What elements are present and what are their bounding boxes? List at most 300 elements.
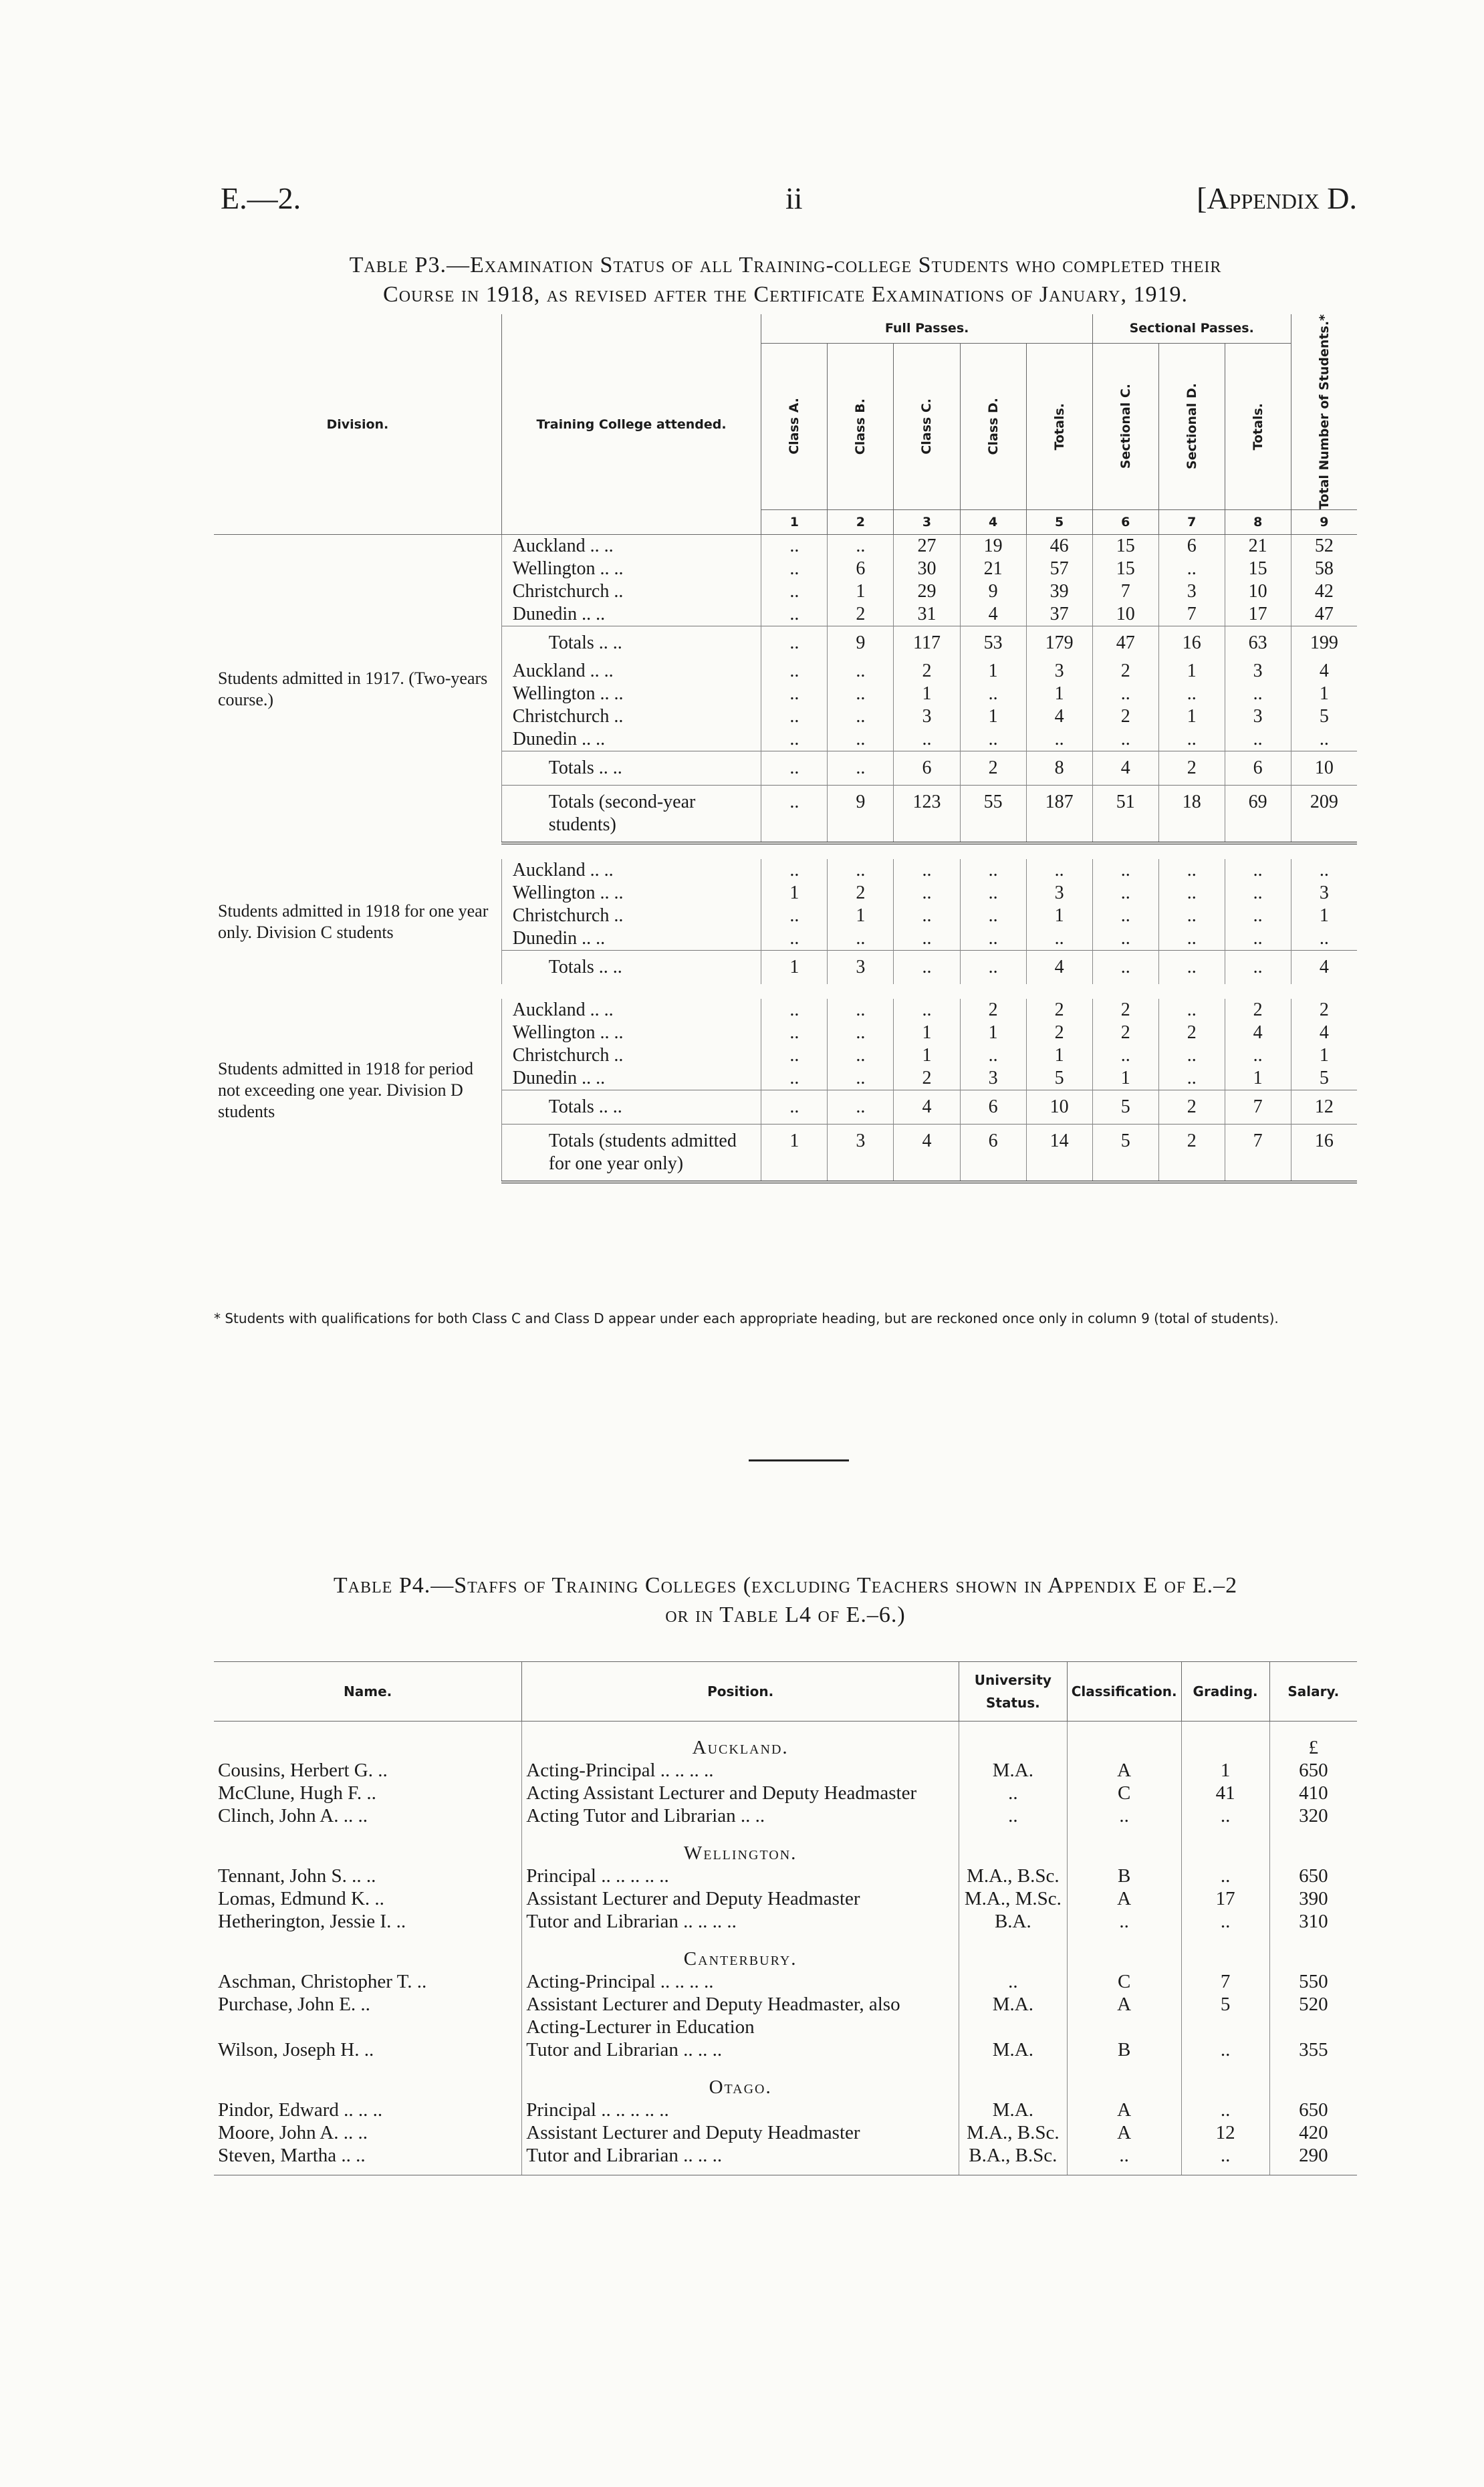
cell-value: .. — [1225, 859, 1291, 882]
class-b-header: Class B. — [828, 343, 894, 509]
classification: A — [1067, 1759, 1181, 1782]
table-p3-body — [214, 535, 1357, 1183]
staff-row — [214, 2144, 1357, 2175]
cell-value: 19 — [960, 535, 1026, 558]
cell-value: 7 — [1225, 1090, 1291, 1124]
cell-value: 4 — [894, 1124, 960, 1183]
cell-value: 1 — [894, 683, 960, 705]
cell-value: .. — [1158, 999, 1225, 1022]
college-heading-spacer — [214, 2061, 522, 2099]
cell-value: 1 — [828, 905, 894, 927]
staff-position: Assistant Lecturer and Deputy Headmaster, also Acting-Lecturer in Education — [522, 1993, 959, 2038]
staff-row — [214, 2099, 1357, 2121]
cell-value: 37 — [1026, 603, 1092, 626]
class-d-header: Class D. — [960, 343, 1026, 509]
cell-value: 9 — [828, 786, 894, 844]
cell-value: 16 — [1291, 1124, 1357, 1183]
cell-value: .. — [761, 927, 828, 951]
salary: 420 — [1269, 2121, 1357, 2144]
position-header: Position. — [522, 1662, 959, 1722]
salary: 520 — [1269, 1993, 1357, 2038]
grading: .. — [1181, 2144, 1269, 2175]
cell-value: .. — [1092, 728, 1158, 751]
cell-value: 12 — [1291, 1090, 1357, 1124]
college-heading-spacer — [1067, 1722, 1181, 1760]
cell-value: .. — [1225, 927, 1291, 951]
staff-position: Assistant Lecturer and Deputy Headmaster — [522, 1887, 959, 1910]
cell-value: 3 — [894, 705, 960, 728]
college-heading: Wellington. — [522, 1827, 959, 1865]
salary: 650 — [1269, 1759, 1357, 1782]
cell-value: .. — [894, 859, 960, 882]
cell-value: 4 — [1026, 951, 1092, 985]
grading: .. — [1181, 1804, 1269, 1827]
cell-value: 47 — [1092, 626, 1158, 661]
college-heading-spacer — [959, 1933, 1068, 1970]
college-heading-row — [214, 1933, 1357, 1970]
cell-value: 58 — [1291, 558, 1357, 580]
staff-name: Tennant, John S. .. .. — [218, 1865, 376, 1887]
cell-value: 3 — [828, 951, 894, 985]
table-p3-title — [214, 251, 1357, 310]
classification: .. — [1067, 1804, 1181, 1827]
cell-value: .. — [1225, 882, 1291, 905]
cell-value: 57 — [1026, 558, 1092, 580]
cell-value: 10 — [1291, 751, 1357, 786]
header-left: E.—2. — [221, 181, 301, 215]
spacer-row — [214, 984, 1357, 999]
college-name: Auckland .. .. — [501, 999, 761, 1022]
cell-value: 1 — [960, 705, 1026, 728]
column-number: 6 — [1092, 510, 1158, 535]
staff-row — [214, 2121, 1357, 2144]
college-heading: Otago. — [522, 2061, 959, 2099]
full-passes-header: Full Passes. — [761, 314, 1092, 343]
cell-value: .. — [761, 535, 828, 558]
cell-value: .. — [960, 859, 1026, 882]
cell-value: .. — [761, 786, 828, 844]
university-status: M.A., B.Sc. — [959, 1865, 1068, 1887]
college-heading-spacer — [214, 1722, 522, 1760]
staff-name: Purchase, John E. .. — [218, 1994, 370, 2015]
cell-value: 4 — [1291, 660, 1357, 683]
cell-value: .. — [761, 859, 828, 882]
cell-value: .. — [828, 683, 894, 705]
cell-value: 123 — [894, 786, 960, 844]
cell-value: 4 — [1291, 951, 1357, 985]
classification: .. — [1067, 2144, 1181, 2175]
cell-value: 2 — [1092, 660, 1158, 683]
staff-row — [214, 1910, 1357, 1933]
staff-name: Lomas, Edmund K. .. — [218, 1888, 384, 1909]
staff-row — [214, 2038, 1357, 2061]
cell-value: 1 — [1026, 683, 1092, 705]
cell-value: 1 — [960, 660, 1026, 683]
college-name: Totals .. .. — [501, 751, 761, 786]
university-status: M.A., B.Sc. — [959, 2121, 1068, 2144]
staff-row — [214, 1782, 1357, 1804]
cell-value: .. — [828, 859, 894, 882]
cell-value: 6 — [1225, 751, 1291, 786]
cell-value: .. — [1158, 1044, 1225, 1067]
college-name: Auckland .. .. — [501, 859, 761, 882]
cell-value: 209 — [1291, 786, 1357, 844]
column-number: 8 — [1225, 510, 1291, 535]
cell-value: .. — [828, 660, 894, 683]
cell-value: .. — [828, 1090, 894, 1124]
class-c-header: Class C. — [894, 343, 960, 509]
cell-value: 15 — [1225, 558, 1291, 580]
cell-value: 7 — [1092, 580, 1158, 603]
cell-value: .. — [1158, 1067, 1225, 1090]
spacer-cell — [214, 984, 1357, 999]
cell-value: .. — [761, 558, 828, 580]
staff-name: Steven, Martha .. .. — [214, 2144, 522, 2175]
cell-value: 6 — [960, 1090, 1026, 1124]
cell-value: 14 — [1026, 1124, 1092, 1183]
table-p4-title-line1: Table P4.—Staffs of Training Colleges (excluding Teachers shown in Appendix E of E.–2 — [333, 1573, 1238, 1598]
college-name: Totals .. .. — [501, 1090, 761, 1124]
column-number: 5 — [1026, 510, 1092, 535]
cell-value: 1 — [828, 580, 894, 603]
cell-value: 4 — [894, 1090, 960, 1124]
cell-value: .. — [761, 751, 828, 786]
staff-name: Hetherington, Jessie I. .. — [218, 1911, 406, 1932]
cell-value: 4 — [1225, 1022, 1291, 1044]
page-header — [214, 181, 1357, 221]
cell-value: 31 — [894, 603, 960, 626]
table-row — [214, 999, 1357, 1022]
college-header: Training College attended. — [501, 314, 761, 535]
grading: .. — [1181, 2038, 1269, 2061]
cell-value: .. — [1092, 951, 1158, 985]
cell-value: 10 — [1092, 603, 1158, 626]
cell-value: .. — [828, 751, 894, 786]
cell-value: 5 — [1291, 1067, 1357, 1090]
cell-value: 2 — [1092, 1022, 1158, 1044]
cell-value: 46 — [1026, 535, 1092, 558]
staff-position: Acting Assistant Lecturer and Deputy Headmaster — [522, 1782, 959, 1804]
cell-value: 1 — [1225, 1067, 1291, 1090]
cell-value: .. — [894, 999, 960, 1022]
cell-value: .. — [828, 1067, 894, 1090]
college-name: Christchurch .. — [501, 1044, 761, 1067]
cell-value: 1 — [1026, 905, 1092, 927]
cell-value: 199 — [1291, 626, 1357, 661]
cell-value: 3 — [1291, 882, 1357, 905]
salary: 355 — [1269, 2038, 1357, 2061]
college-name: Totals (students admitted for one year only) — [501, 1124, 761, 1183]
cell-value: 9 — [960, 580, 1026, 603]
column-number: 3 — [894, 510, 960, 535]
classification: C — [1067, 1970, 1181, 1993]
cell-value: 39 — [1026, 580, 1092, 603]
total-students-header: Total Number of Students.* — [1291, 314, 1357, 510]
cell-value: 2 — [960, 999, 1026, 1022]
cell-value: .. — [828, 705, 894, 728]
cell-value: 15 — [1092, 535, 1158, 558]
college-name: Totals (second-year students) — [501, 786, 761, 844]
cell-value: 2 — [828, 603, 894, 626]
salary: 390 — [1269, 1887, 1357, 1910]
division-label: Students admitted in 1918 for one year only. Division C students — [218, 901, 489, 942]
staff-name: Pindor, Edward .. .. .. — [218, 2099, 383, 2121]
cell-value: .. — [1092, 905, 1158, 927]
cell-value: 1 — [894, 1022, 960, 1044]
cell-value: 179 — [1026, 626, 1092, 661]
college-name: Christchurch .. — [501, 580, 761, 603]
salary: 550 — [1269, 1970, 1357, 1993]
cell-value: 18 — [1158, 786, 1225, 844]
cell-value: .. — [1225, 905, 1291, 927]
grading: 7 — [1181, 1970, 1269, 1993]
classification-header: Classification. — [1067, 1662, 1181, 1722]
cell-value: .. — [960, 728, 1026, 751]
college-heading-spacer — [1067, 1933, 1181, 1970]
cell-value: 187 — [1026, 786, 1092, 844]
college-heading-spacer — [1181, 1827, 1269, 1865]
cell-value: .. — [761, 683, 828, 705]
cell-value: 42 — [1291, 580, 1357, 603]
cell-value: 5 — [1092, 1090, 1158, 1124]
cell-value: .. — [761, 1022, 828, 1044]
college-heading-spacer — [214, 1933, 522, 1970]
college-heading-spacer — [1067, 1827, 1181, 1865]
cell-value: 1 — [1092, 1067, 1158, 1090]
cell-value: 1 — [960, 1022, 1026, 1044]
university-status: M.A. — [959, 1993, 1068, 2038]
staff-row — [214, 1865, 1357, 1887]
sectional-totals-header: Totals. — [1225, 343, 1291, 509]
cell-value: .. — [894, 882, 960, 905]
spacer-cell — [214, 843, 1357, 859]
cell-value: 7 — [1225, 1124, 1291, 1183]
university-status: .. — [959, 1804, 1068, 1827]
cell-value: .. — [1158, 683, 1225, 705]
cell-value: .. — [1092, 859, 1158, 882]
cell-value: 15 — [1092, 558, 1158, 580]
cell-value: .. — [1092, 683, 1158, 705]
university-status: B.A., B.Sc. — [959, 2144, 1068, 2175]
cell-value: 2 — [894, 1067, 960, 1090]
cell-value: 3 — [960, 1067, 1026, 1090]
cell-value: .. — [761, 1044, 828, 1067]
header-appendix: [Appendix D. — [1197, 181, 1357, 215]
cell-value: 7 — [1158, 603, 1225, 626]
grading: .. — [1181, 1865, 1269, 1887]
cell-value: 117 — [894, 626, 960, 661]
college-name: Dunedin .. .. — [501, 927, 761, 951]
salary: 310 — [1269, 1910, 1357, 1933]
cell-value: 47 — [1291, 603, 1357, 626]
college-heading-spacer — [959, 1722, 1068, 1760]
classification: A — [1067, 1993, 1181, 2038]
college-name: Totals .. .. — [501, 626, 761, 661]
college-heading-row — [214, 1722, 1357, 1760]
cell-value: 3 — [1225, 705, 1291, 728]
cell-value: 9 — [828, 626, 894, 661]
cell-value: .. — [1158, 927, 1225, 951]
cell-value: .. — [761, 603, 828, 626]
table-p4-title — [214, 1571, 1357, 1630]
college-name: Wellington .. .. — [501, 882, 761, 905]
cell-value: 4 — [1291, 1022, 1357, 1044]
cell-value: 3 — [1158, 580, 1225, 603]
table-row — [214, 535, 1357, 558]
salary: 410 — [1269, 1782, 1357, 1804]
cell-value: 51 — [1092, 786, 1158, 844]
staff-position: Principal .. .. .. .. .. — [522, 2099, 959, 2121]
cell-value: 2 — [1225, 999, 1291, 1022]
cell-value: .. — [1158, 882, 1225, 905]
college-heading-spacer — [959, 2061, 1068, 2099]
grading-header: Grading. — [1181, 1662, 1269, 1722]
classification: A — [1067, 1887, 1181, 1910]
sectional-passes-header: Sectional Passes. — [1092, 314, 1291, 343]
cell-value: .. — [761, 580, 828, 603]
currency-symbol — [1269, 1827, 1357, 1865]
table-p3 — [214, 314, 1357, 1183]
cell-value: .. — [1291, 859, 1357, 882]
staff-name: Clinch, John A. .. .. — [218, 1805, 368, 1826]
college-heading-spacer — [214, 1827, 522, 1865]
classification: C — [1067, 1782, 1181, 1804]
full-totals-header: Totals. — [1026, 343, 1092, 509]
cell-value: .. — [894, 728, 960, 751]
salary-header: Salary. — [1269, 1662, 1357, 1722]
header-page-number: ii — [785, 181, 803, 215]
college-name: Wellington .. .. — [501, 683, 761, 705]
grading: .. — [1181, 2099, 1269, 2121]
cell-value: .. — [894, 951, 960, 985]
cell-value: 6 — [1158, 535, 1225, 558]
cell-value: .. — [1225, 951, 1291, 985]
cell-value: .. — [1092, 882, 1158, 905]
table-p3-title-line2: Course in 1918, as revised after the Certificate Examinations of January, 1919. — [383, 282, 1188, 307]
cell-value: 2 — [894, 660, 960, 683]
staff-row — [214, 1804, 1357, 1827]
cell-value: 21 — [960, 558, 1026, 580]
cell-value: .. — [1225, 728, 1291, 751]
college-name: Totals .. .. — [501, 951, 761, 985]
cell-value: 5 — [1092, 1124, 1158, 1183]
cell-value: 10 — [1225, 580, 1291, 603]
college-heading: Auckland. — [522, 1722, 959, 1760]
division-label: Students admitted in 1918 for period not exceeding one year. Division D students — [218, 1059, 474, 1122]
staff-position: Acting Tutor and Librarian .. .. — [522, 1804, 959, 1827]
cell-value: .. — [828, 999, 894, 1022]
cell-value: 2 — [1092, 999, 1158, 1022]
classification: A — [1067, 2099, 1181, 2121]
classification: .. — [1067, 1910, 1181, 1933]
column-number: 7 — [1158, 510, 1225, 535]
cell-value: 30 — [894, 558, 960, 580]
cell-value: .. — [960, 1044, 1026, 1067]
cell-value: 55 — [960, 786, 1026, 844]
staff-row — [214, 1993, 1357, 2038]
staff-name: Cousins, Herbert G. .. — [218, 1760, 388, 1781]
college-heading-spacer — [1181, 1933, 1269, 1970]
cell-value: 17 — [1225, 603, 1291, 626]
cell-value: 69 — [1225, 786, 1291, 844]
cell-value: .. — [761, 728, 828, 751]
cell-value: 5 — [1291, 705, 1357, 728]
cell-value: 4 — [1092, 751, 1158, 786]
college-name: Wellington .. .. — [501, 558, 761, 580]
university-status: M.A., M.Sc. — [959, 1887, 1068, 1910]
cell-value: 3 — [1225, 660, 1291, 683]
classification: B — [1067, 1865, 1181, 1887]
cell-value: .. — [828, 535, 894, 558]
cell-value: 2 — [1158, 1022, 1225, 1044]
staff-row — [214, 1887, 1357, 1910]
college-heading-spacer — [1181, 2061, 1269, 2099]
cell-value: 6 — [828, 558, 894, 580]
university-status: .. — [959, 1782, 1068, 1804]
cell-value: 16 — [1158, 626, 1225, 661]
cell-value: 1 — [1291, 905, 1357, 927]
staff-position: Acting-Principal .. .. .. .. — [522, 1970, 959, 1993]
cell-value: 2 — [1291, 999, 1357, 1022]
college-heading: Canterbury. — [522, 1933, 959, 1970]
cell-value: 1 — [1158, 660, 1225, 683]
university-status: M.A. — [959, 2038, 1068, 2061]
cell-value: 2 — [1158, 751, 1225, 786]
cell-value: .. — [1291, 728, 1357, 751]
cell-value: 2 — [1026, 1022, 1092, 1044]
grading: .. — [1181, 1910, 1269, 1933]
cell-value: 2 — [960, 751, 1026, 786]
classification: A — [1067, 2121, 1181, 2144]
sectional-d-header: Sectional D. — [1158, 343, 1225, 509]
university-status: M.A. — [959, 1759, 1068, 1782]
cell-value: .. — [761, 626, 828, 661]
cell-value: .. — [761, 999, 828, 1022]
grading: 12 — [1181, 2121, 1269, 2144]
staff-position: Tutor and Librarian .. .. .. — [522, 2038, 959, 2061]
cell-value: 6 — [960, 1124, 1026, 1183]
college-heading-row — [214, 2061, 1357, 2099]
cell-value: 63 — [1225, 626, 1291, 661]
column-number: 2 — [828, 510, 894, 535]
cell-value: .. — [1158, 558, 1225, 580]
spacer-row — [214, 843, 1357, 859]
cell-value: 3 — [1026, 660, 1092, 683]
section-divider — [749, 1459, 849, 1461]
cell-value: .. — [1026, 927, 1092, 951]
cell-value: .. — [1225, 683, 1291, 705]
college-heading-spacer — [959, 1827, 1068, 1865]
cell-value: .. — [1026, 728, 1092, 751]
column-number: 9 — [1291, 510, 1357, 535]
staff-row — [214, 1970, 1357, 1993]
cell-value: .. — [894, 927, 960, 951]
currency-symbol — [1269, 1933, 1357, 1970]
college-heading-row — [214, 1827, 1357, 1865]
cell-value: .. — [1291, 927, 1357, 951]
table-p3-title-line1: Table P3.—Examination Status of all Training-college Students who completed their — [349, 253, 1222, 277]
cell-value: 27 — [894, 535, 960, 558]
college-name: Auckland .. .. — [501, 660, 761, 683]
cell-value: .. — [761, 905, 828, 927]
cell-value: 1 — [761, 1124, 828, 1183]
college-heading-spacer — [1067, 2061, 1181, 2099]
grading: 41 — [1181, 1782, 1269, 1804]
sectional-c-header: Sectional C. — [1092, 343, 1158, 509]
university-status: .. — [959, 1970, 1068, 1993]
table-p4-title-line2: or in Table L4 of E.–6.) — [665, 1603, 906, 1627]
cell-value: 52 — [1291, 535, 1357, 558]
